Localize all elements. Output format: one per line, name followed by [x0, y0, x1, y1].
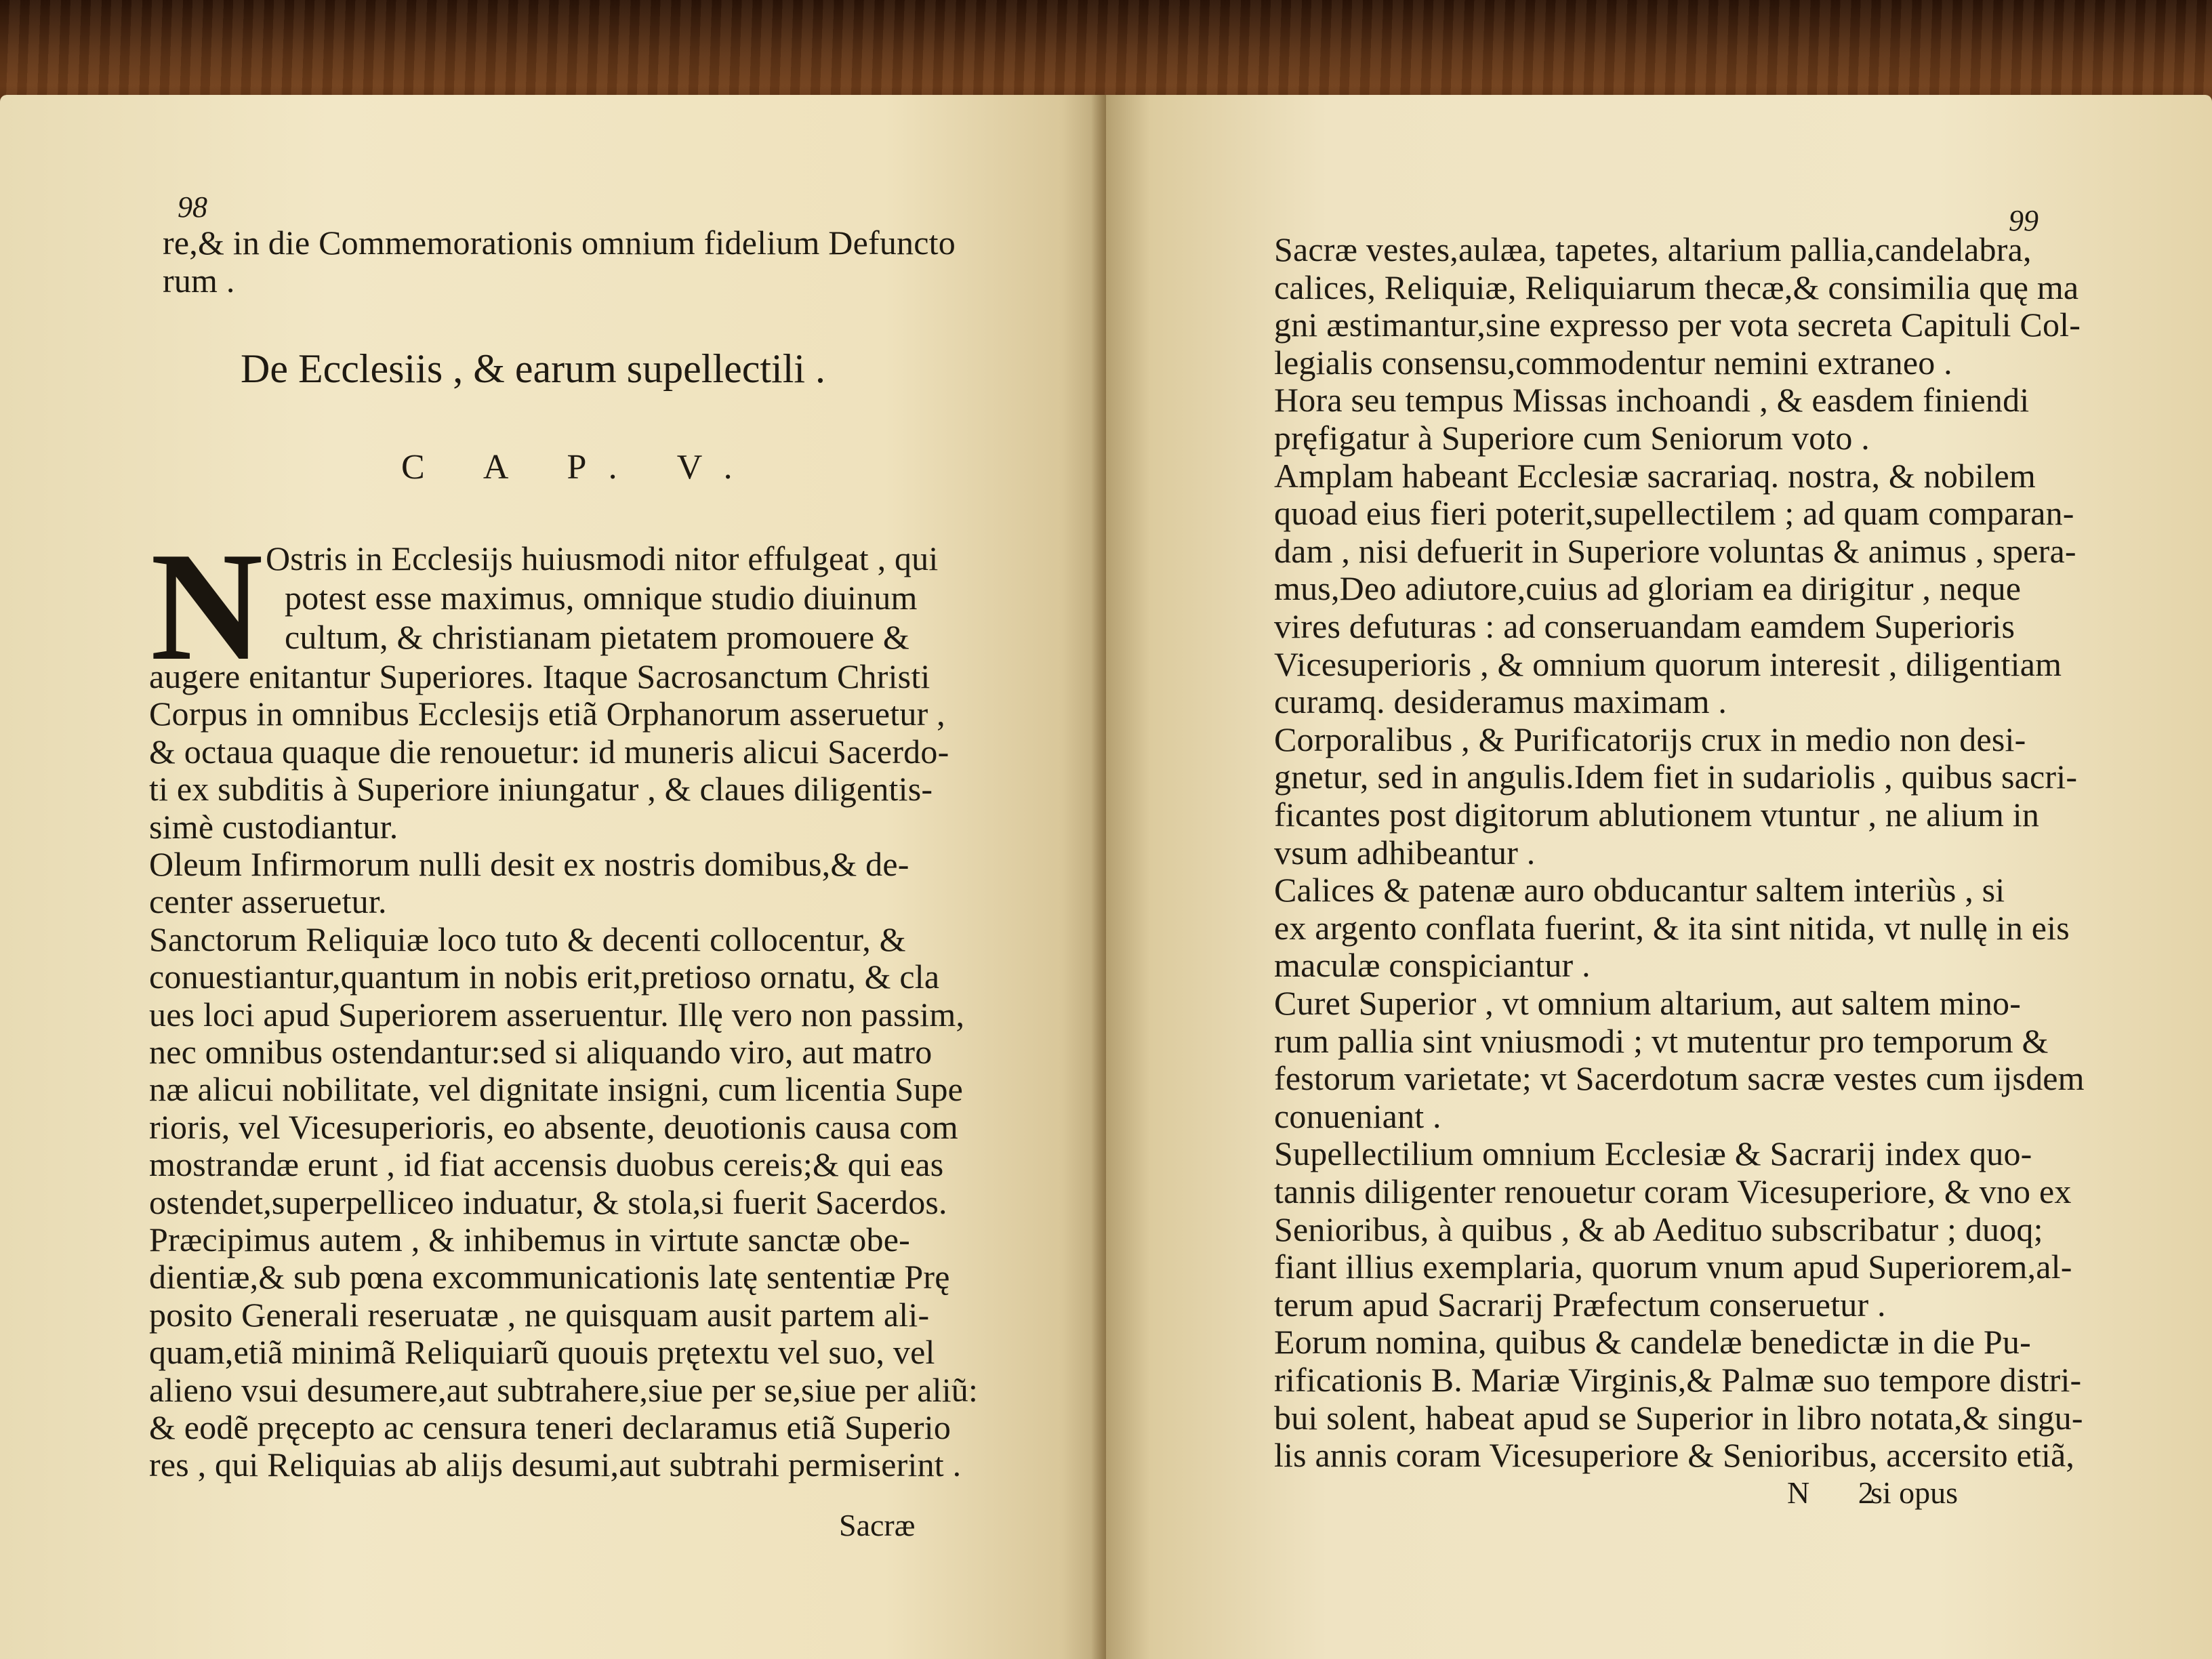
drop-line-3: cultum, & christianam pietatem promouere &: [285, 618, 910, 656]
right-body-line: Hora seu tempus Missas inchoandi , & easdem finiendi: [1274, 381, 2030, 419]
right-body-line: vires defuturas : ad conseruandam eamdem Superioris: [1274, 607, 2015, 645]
right-body-line: pręfigatur à Superiore cum Seniorum voto .: [1274, 419, 1870, 457]
chapter-label: C A P. V.: [401, 448, 758, 487]
left-body-line: center asseruetur.: [149, 882, 387, 921]
right-body-line: ficantes post digitorum ablutionem vtuntur , ne alium in: [1274, 796, 2040, 834]
right-body-line: rificationis B. Mariæ Virginis,& Palmæ suo tempore distri-: [1274, 1361, 2082, 1399]
left-body-line: ti ex subditis à Superiore iniungatur , & claues diligentis-: [149, 770, 933, 808]
right-body-line: Supellectilium omnium Ecclesiæ & Sacrarij index quo-: [1274, 1134, 2032, 1173]
left-body-line: quam,etiã minimã Reliquiarũ quouis prętextu vel suo, vel: [149, 1333, 935, 1372]
right-body-line: bui solent, habeat apud se Superior in libro notata,& singu-: [1274, 1398, 2083, 1437]
left-body-line: & eodẽ pręcepto ac censura teneri declaramus etiã Superio: [149, 1408, 951, 1446]
left-body-line: Oleum Infirmorum nulli desit ex nostris domibus,& de-: [149, 845, 909, 883]
left-body-line: ostendet,superpelliceo induatur, & stola,si fuerit Sacerdos.: [149, 1183, 947, 1221]
left-body-line: augere enitantur Superiores. Itaque Sacrosanctum Christi: [149, 657, 930, 695]
left-body-line: res , qui Reliquias ab alijs desumi,aut subtrahi permiserint .: [149, 1446, 962, 1484]
left-page: [0, 95, 1106, 1659]
right-body-line: Vicesuperioris , & omnium quorum interesit , diligentiam: [1274, 644, 2062, 683]
left-line-top-1: re,& in die Commemorationis omnium fidelium Defuncto: [163, 224, 956, 262]
left-body-line: simè custodiantur.: [149, 807, 398, 846]
right-body-line: festorum varietate; vt Sacerdotum sacræ vestes cum ijsdem: [1274, 1059, 2085, 1098]
right-body-line: conueniant .: [1274, 1097, 1441, 1135]
left-body-line: rioris, vel Vicesuperioris, eo absente, deuotionis causa com: [149, 1107, 958, 1146]
right-body-line: Curet Superior , vt omnium altarium, aut saltem mino-: [1274, 984, 2022, 1022]
left-body-line: mostrandæ erunt , id fiat accensis duobus cereis;& qui eas: [149, 1145, 944, 1184]
right-body-line: mus,Deo adiutore,cuius ad gloriam ea dirigitur , neque: [1274, 569, 2022, 608]
right-body-line: Calices & patenæ auro obducantur saltem interiùs , si: [1274, 871, 2005, 909]
right-page-number: 99: [2009, 204, 2039, 237]
right-body-line: Eorum nomina, quibus & candelæ benedictæ in die Pu-: [1274, 1323, 2031, 1361]
left-body-line: Corpus in omnibus Ecclesijs etiã Orphanorum asseruetur ,: [149, 695, 945, 733]
right-body-line: fiant illius exemplaria, quorum vnum apud Superiorem,al-: [1274, 1248, 2072, 1286]
right-body-line: Corporalibus , & Purificatorijs crux in medio non desi-: [1274, 720, 2026, 758]
drop-cap: N: [150, 520, 264, 693]
right-page: [1106, 95, 2212, 1659]
section-heading: De Ecclesiis , & earum supellectili .: [241, 346, 826, 391]
left-catchword: Sacræ: [839, 1508, 916, 1542]
right-body-line: quoad eius fieri poterit,supellectilem ; ad quam comparan-: [1274, 494, 2074, 533]
right-body-line: Senioribus, à quibus , & ab Aedituo subscribatur ; duoq;: [1274, 1210, 2043, 1248]
left-body-line: Sanctorum Reliquiæ loco tuto & decenti collocentur, &: [149, 920, 906, 958]
right-body-line: curamq. desideramus maximam .: [1274, 682, 1727, 721]
right-body-line: lis annis coram Vicesuperiore & Senioribus, accersito etiã,: [1274, 1436, 2075, 1475]
right-body-line: vsum adhibeantur .: [1274, 833, 1536, 872]
left-body-line: & octaua quaque die renouetur: id muneris alicui Sacerdo-: [149, 732, 949, 771]
left-body-line: conuestiantur,quantum in nobis erit,pretioso ornatu, & cla: [149, 958, 940, 996]
right-body-line: tannis diligenter renouetur coram Vicesuperiore, & vno ex: [1274, 1172, 2072, 1210]
left-page-number: 98: [178, 190, 207, 224]
right-body-line: rum pallia sint vniusmodi ; vt mutentur pro temporum &: [1274, 1021, 2049, 1060]
right-body-line: terum apud Sacrarij Præfectum conseruetur .: [1274, 1285, 1886, 1324]
right-body-line: dam , nisi defuerit in Superiore voluntas & animus , spera-: [1274, 531, 2076, 570]
right-body-line: Amplam habeant Ecclesiæ sacrariaq. nostra, & nobilem: [1274, 456, 2036, 495]
left-body-line: nec omnibus ostendantur:sed si aliquando viro, aut matro: [149, 1033, 933, 1071]
left-body-line: dientiæ,& sub pœna excommunicationis latę sententiæ Prę: [149, 1258, 950, 1296]
left-body-line: ues loci apud Superiorem asseruentur. Illę vero non passim,: [149, 995, 965, 1033]
right-body-line: legialis consensu,commodentur nemini extraneo .: [1274, 343, 1952, 382]
left-body-line: næ alicui nobilitate, vel dignitate insigni, cum licentia Supe: [149, 1070, 964, 1109]
right-body-line: calices, Reliquiæ, Reliquiarum thecæ,& consimilia quę ma: [1274, 268, 2079, 306]
right-body-line: gni æstimantur,sine expresso per vota secreta Capituli Col-: [1274, 306, 2081, 344]
left-line-top-2: rum .: [163, 262, 235, 300]
right-body-line: Sacræ vestes,aulæa, tapetes, altarium pallia,candelabra,: [1274, 230, 2032, 268]
left-body-line: Præcipimus autem , & inhibemus in virtute sanctæ obe-: [149, 1221, 910, 1258]
right-body-line: maculæ conspiciantur .: [1274, 946, 1591, 985]
right-catchword: si opus: [1870, 1475, 1959, 1510]
signature-mark: N 2: [1787, 1475, 1894, 1510]
right-body-line: ex argento conflata fuerint, & ita sint nitida, vt nullę in eis: [1274, 908, 2070, 947]
left-body-line: posito Generali reseruatæ , ne quisquam ausit partem ali-: [149, 1295, 930, 1334]
right-body-line: gnetur, sed in angulis.Idem fiet in sudariolis , quibus sacri-: [1274, 758, 2078, 796]
left-body-line: alieno vsui desumere,aut subtrahere,siue per se,siue per aliũ:: [149, 1370, 979, 1409]
drop-line-1: Ostris in Ecclesijs huiusmodi nitor effulgeat , qui: [266, 539, 939, 577]
drop-line-2: potest esse maximus, omnique studio diuinum: [285, 579, 918, 617]
